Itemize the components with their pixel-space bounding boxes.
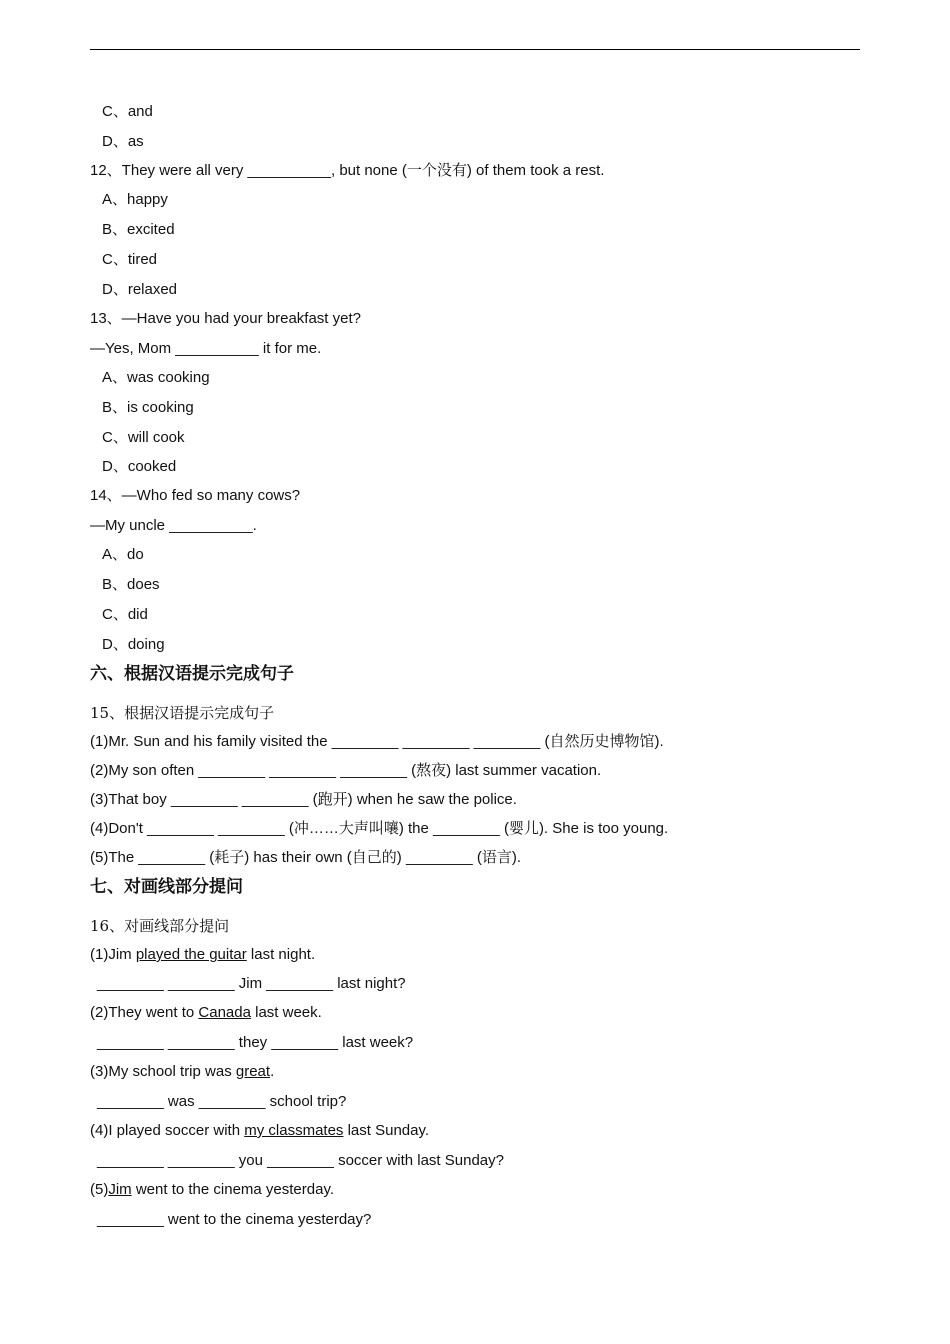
question-16-answer-5: ________ went to the cinema yesterday? bbox=[97, 1211, 372, 1228]
option-a: A、happy bbox=[102, 191, 168, 208]
question-14: 14、—Who fed so many cows? bbox=[90, 487, 301, 504]
question-13: 13、—Have you had your breakfast yet? bbox=[90, 310, 361, 327]
option-c: C、did bbox=[102, 606, 148, 623]
option-d: D、as bbox=[102, 133, 144, 150]
question-16-item-5: (5)Jim went to the cinema yesterday. bbox=[90, 1181, 334, 1198]
underlined-phrase: my classmates bbox=[244, 1122, 344, 1139]
question-15-item-1: (1)Mr. Sun and his family visited the ________ ________ ________ (自然历史博物馆). bbox=[90, 733, 664, 750]
question-16-intro: 16、对画线部分提问 bbox=[90, 917, 230, 935]
underlined-phrase: Canada bbox=[198, 1004, 251, 1021]
question-16-answer-2: ________ ________ they ________ last week? bbox=[97, 1034, 414, 1051]
section-7-heading: 七、对画线部分提问 bbox=[90, 877, 243, 897]
question-12: 12、They were all very __________, but none (一个没有) of them took a rest. bbox=[90, 162, 605, 179]
option-d: D、doing bbox=[102, 636, 165, 653]
underlined-phrase: Jim bbox=[108, 1181, 132, 1198]
question-15-item-3: (3)That boy ________ ________ (跑开) when he saw the police. bbox=[90, 791, 517, 808]
option-c: C、and bbox=[102, 103, 153, 120]
section-6-heading: 六、根据汉语提示完成句子 bbox=[90, 664, 294, 684]
option-d: D、cooked bbox=[102, 458, 177, 475]
option-a: A、was cooking bbox=[102, 369, 210, 386]
question-16-item-2: (2)They went to Canada last week. bbox=[90, 1004, 322, 1021]
question-15-item-2: (2)My son often ________ ________ ________ (熬夜) last summer vacation. bbox=[90, 762, 602, 779]
question-16-item-3: (3)My school trip was great. bbox=[90, 1063, 275, 1080]
option-b: B、excited bbox=[102, 221, 175, 238]
question-15-item-5: (5)The ________ (耗子) has their own (自己的) ________ (语言). bbox=[90, 849, 522, 866]
option-b: B、is cooking bbox=[102, 399, 194, 416]
option-c: C、tired bbox=[102, 251, 158, 268]
option-a: A、do bbox=[102, 546, 144, 563]
question-16-answer-1: ________ ________ Jim ________ last night? bbox=[97, 975, 406, 992]
question-15-item-4: (4)Don't ________ ________ (冲……大声叫嚷) the ________ (婴儿). She is too young. bbox=[90, 820, 669, 837]
option-d: D、relaxed bbox=[102, 281, 178, 298]
question-13-reply: —Yes, Mom __________ it for me. bbox=[90, 340, 322, 357]
question-16-answer-4: ________ ________ you ________ soccer with last Sunday? bbox=[97, 1152, 504, 1169]
underlined-phrase: great bbox=[235, 1063, 271, 1080]
question-14-reply: —My uncle __________. bbox=[90, 517, 257, 534]
underlined-phrase: played the guitar bbox=[135, 946, 247, 963]
option-b: B、does bbox=[102, 576, 160, 593]
question-16-answer-3: ________ was ________ school trip? bbox=[97, 1093, 347, 1110]
question-16-item-4: (4)I played soccer with my classmates last Sunday. bbox=[90, 1122, 430, 1139]
header-rule bbox=[90, 49, 860, 50]
question-15-intro: 15、根据汉语提示完成句子 bbox=[90, 704, 275, 722]
question-16-item-1: (1)Jim played the guitar last night. bbox=[90, 946, 316, 963]
option-c: C、will cook bbox=[102, 429, 185, 446]
